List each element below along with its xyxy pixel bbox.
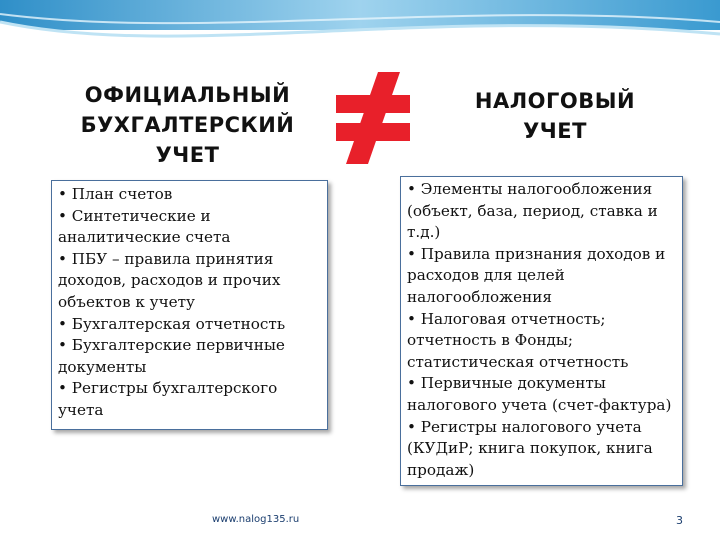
left-list-item: • Бухгалтерская отчетность	[58, 314, 286, 333]
right-column-title	[430, 86, 680, 146]
right-list-item: • Правила признания доходов и расходов для целей налогообложения	[407, 244, 666, 306]
not-equal-icon	[328, 68, 418, 168]
left-list-item: • Синтетические и аналитические счета	[58, 206, 231, 247]
left-list-box	[51, 180, 328, 430]
left-column-title	[55, 80, 320, 170]
top-wave-decoration	[0, 0, 720, 70]
left-title-line-2: БУХГАЛТЕРСКИЙ	[80, 113, 295, 137]
left-list-item: • Регистры бухгалтерского учета	[58, 379, 278, 419]
right-title-line-1: НАЛОГОВЫЙ	[474, 89, 636, 113]
right-list-item: • Налоговая отчетность; отчетность в Фонды; статистическая отчетность	[407, 309, 629, 371]
left-title-line-3: УЧЕТ	[155, 143, 220, 167]
footer-website: www.nalog135.ru	[212, 514, 300, 525]
left-list-item: • План счетов	[58, 185, 173, 203]
left-list-item: • Бухгалтерские первичные документы	[58, 336, 285, 376]
right-list-box	[400, 176, 683, 486]
left-list-item: • ПБУ – правила принятия доходов, расходов и прочих объектов к учету	[58, 249, 281, 311]
left-title-line-1: ОФИЦИАЛЬНЫЙ	[84, 83, 291, 107]
right-list-item: • Элементы налогообложения (объект, база, период, ставка и т.д.)	[407, 180, 658, 242]
right-list-item: • Регистры налогового учета (КУДиР; книга покупок, книга продаж)	[407, 417, 653, 479]
right-title-line-2: УЧЕТ	[523, 119, 587, 143]
right-list-item: • Первичные документы налогового учета (счет-фактура)	[407, 374, 672, 414]
page-number: 3	[676, 514, 683, 527]
